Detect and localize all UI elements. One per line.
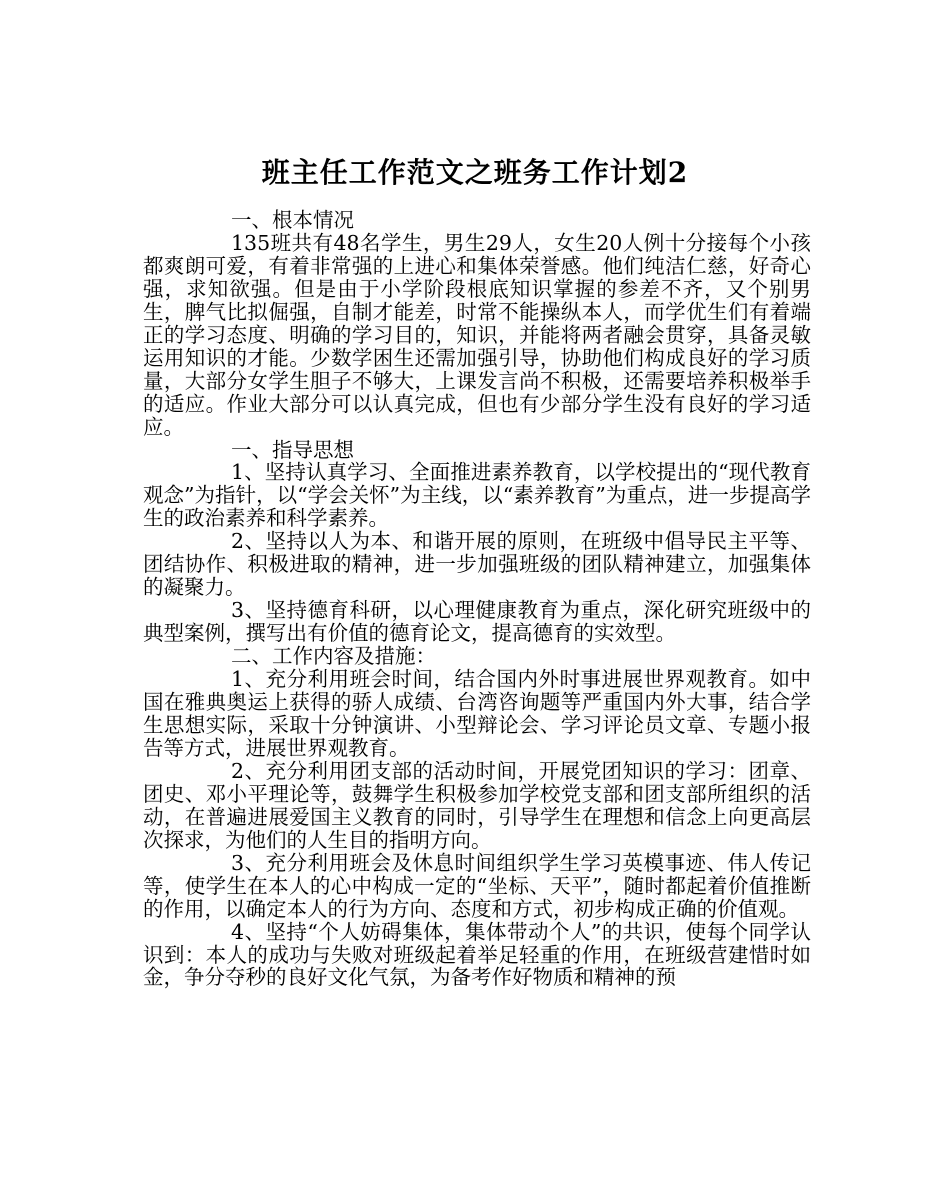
section-heading-basic-situation: 一、根本情况 [231, 208, 354, 232]
paragraph-measure-4: 4、坚持“个人妨碍集体，集体带动个人”的共识，使每个同学认识到：本人的成功与失败对班级起着举足轻重的作用，在班级营建惜时如金，争分夺秒的良好文化气氛，为备考作好物质和精神的预 [143, 919, 811, 990]
section-heading-work-content: 二、工作内容及措施： [231, 644, 436, 669]
paragraph-measure-2: 2、充分利用团支部的活动时间，开展党团知识的学习：团章、团史、邓小平理论等，鼓舞学生积极参加学校党支部和团支部所组织的活动，在普遍进展爱国主义教育的同时，引导学生在理想和信念上向更高层次探求，为他们的人生目的指明方向。 [143, 758, 811, 852]
document-title: 班主任工作范文之班务工作计划2 [261, 155, 689, 189]
paragraph-measure-1: 1、充分利用班会时间，结合国内外时事进展世界观教育。如中国在雅典奥运上获得的骄人成绩、台湾咨询题等严重国内外大事，结合学生思想实际，采取十分钟演讲、小型辩论会、学习评论员文章、专题小报告等方式，进展世界观教育。 [143, 667, 811, 760]
paragraph-guideline-2: 2、坚持以人为本、和谐开展的原则，在班级中倡导民主平等、团结协作、积极进取的精神，进一步加强班级的团队精神建立，加强集体的凝聚力。 [143, 529, 811, 600]
paragraph-measure-3: 3、充分利用班会及休息时间组织学生学习英模事迹、伟人传记等，使学生在本人的心中构成一定的“坐标、天平”，随时都起着价值推断的作用，以确定本人的行为方向、态度和方式，初步构成正确的价值观。 [143, 850, 811, 921]
paragraph-guideline-3: 3、坚持德育科研，以心理健康教育为重点，深化研究班级中的典型案例，撰写出有价值的德育论文，提高德育的实效型。 [143, 598, 811, 646]
paragraph-class-overview: 135班共有48名学生，男生29人，女生20人例十分接每个小孩都爽朗可爱，有着非常强的上进心和集体荣誉感。他们纯洁仁慈，好奇心强，求知欲强。但是由于小学阶段根底知识掌握的参差不齐，又个别男生，脾气比拟倔强，自制才能差，时常不能操纵本人，而学优生们有着端正的学习态度、明确的学习目的，知识，并能将两者融会贯穿，具备灵敏运用知识的才能。少数学困生还需加强引导，协助他们构成良好的学习质量，大部分女学生胆子不够大，上课发言尚不积极，还需要培养积极举手的适应。作业大部分可以认真完成，但也有少部分学生没有良好的学习适应。 [143, 230, 811, 439]
paragraph-guideline-1: 1、坚持认真学习、全面推进素养教育，以学校提出的“现代教育观念”为指针，以“学会关怀”为主线，以“素养教育”为重点，进一步提高学生的政治素养和科学素养。 [143, 460, 811, 531]
section-heading-guiding-ideology: 一、指导思想 [231, 437, 354, 462]
document-body [143, 209, 811, 989]
